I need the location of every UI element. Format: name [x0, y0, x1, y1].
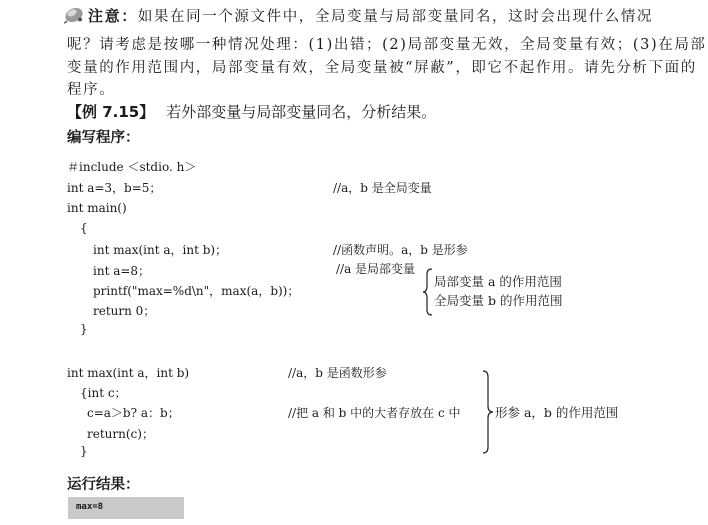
- code-line-printf: printf("max=%d\n"，max(a，b))；: [93, 284, 300, 298]
- note-line-2: 呢？请考虑是按哪一种情况处理：(1)出错；(2)局部变量无效，全局变量有效；(3)在局部: [67, 37, 707, 53]
- code-brace-close-main: }: [80, 322, 88, 336]
- code-line-globals: int a=3，b=5；: [67, 181, 162, 195]
- range-global-b: 全局变量 b 的作用范围: [434, 293, 563, 308]
- run-result-heading: 运行结果：: [67, 477, 140, 493]
- note-line-1: [88, 5, 653, 26]
- code-line-declaration: int max(int a，int b)；: [93, 243, 228, 257]
- comment-globals: //a，b 是全局变量: [333, 181, 432, 195]
- code-line-return0: return 0；: [93, 304, 156, 318]
- code-line-ternary: c=a＞b? a：b；: [87, 406, 180, 420]
- range-params: 形参 a，b 的作用范围: [495, 405, 619, 420]
- bell-icon: [63, 4, 85, 24]
- range-local-a: 局部变量 a 的作用范围: [434, 274, 562, 289]
- code-line-main: int main(): [67, 201, 127, 215]
- note-line-4: 程序。: [67, 82, 116, 98]
- code-line-int-c: {int c；: [80, 386, 127, 400]
- comment-declaration: //函数声明。a，b 是形参: [333, 243, 468, 257]
- code-line-max-def: int max(int a，int b): [67, 366, 190, 380]
- result-output: max=8: [76, 502, 104, 512]
- note-label: 注意：: [88, 7, 138, 25]
- note-text-1: 如果在同一个源文件中，全局变量与局部变量同名，这时会出现什么情况: [137, 9, 654, 25]
- comment-local-a: //a 是局部变量: [336, 262, 416, 276]
- code-line-local-a: int a=8；: [93, 264, 151, 278]
- write-program-heading: 编写程序：: [67, 130, 140, 146]
- note-line-3: 变量的作用范围内，局部变量有效，全局变量被“屏蔽”，即它不起作用。请先分析下面的: [67, 60, 697, 76]
- code-line-return-c: return(c)；: [87, 427, 154, 441]
- param-scope-brace: [482, 370, 496, 454]
- example-heading: [67, 101, 436, 122]
- comment-max-params: //a，b 是函数形参: [288, 366, 387, 380]
- code-brace-open-main: {: [80, 221, 88, 235]
- comment-ternary: //把 a 和 b 中的大者存放在 c 中: [288, 406, 461, 420]
- code-line-include: ＃include ＜stdio. h＞: [67, 160, 197, 174]
- example-label: 【例 7.15】: [67, 103, 155, 121]
- result-output-box: [68, 497, 184, 519]
- code-brace-close-max: }: [80, 444, 88, 458]
- example-title: 若外部变量与局部变量同名，分析结果。: [166, 103, 437, 121]
